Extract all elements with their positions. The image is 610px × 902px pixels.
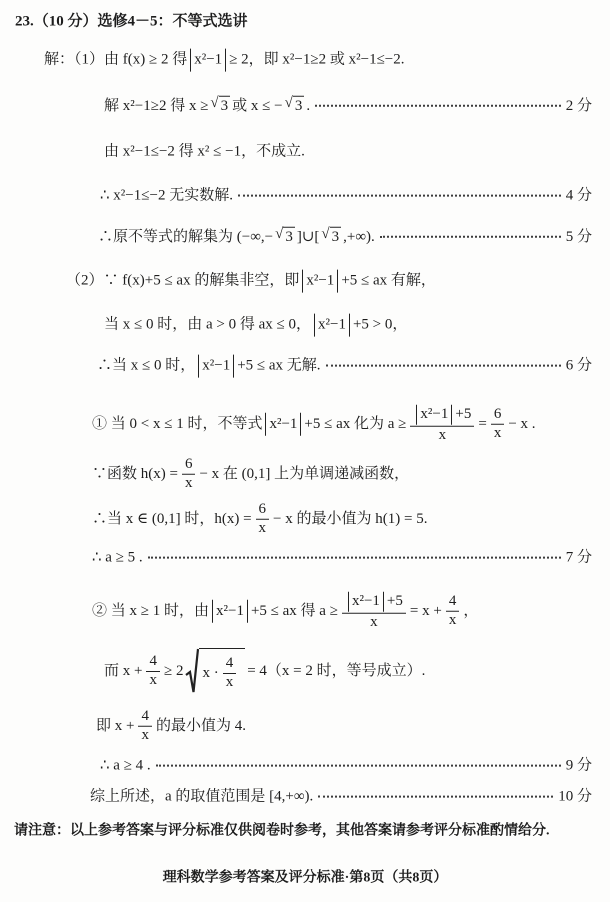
sqrt-expression — [185, 648, 245, 694]
math-text: = — [478, 415, 487, 432]
fraction-numerator: 6 — [493, 405, 502, 422]
fraction — [410, 405, 474, 444]
fraction-numerator: 4 — [141, 707, 149, 724]
solution-line-15 — [96, 709, 246, 744]
fraction-denominator: x — [448, 611, 457, 628]
math-text: ∴ a ≥ 5 . — [92, 549, 143, 566]
solution-line-7 — [104, 314, 407, 337]
math-text: 的最小值为 4. — [155, 717, 246, 734]
solution-line-9 — [92, 405, 536, 444]
sqrt-expression — [210, 96, 230, 117]
radical-sign: √ — [210, 94, 219, 111]
solution-line-3 — [104, 143, 305, 162]
problem-title — [15, 13, 248, 32]
radical-icon — [185, 648, 199, 694]
radicand: 3 — [219, 96, 231, 117]
solution-line-8 — [97, 355, 592, 378]
math-text: +5 ≤ ax 化为 a ≥ — [304, 415, 407, 432]
fraction-numerator: 6 — [258, 500, 267, 517]
dotted-leader — [238, 195, 561, 197]
fraction-denominator: x — [258, 519, 267, 536]
fraction-denominator: x — [225, 673, 234, 690]
sqrt-expression — [321, 227, 341, 248]
dotted-leader — [148, 557, 561, 559]
math-text: − x 的最小值为 h(1) = 5. — [273, 510, 428, 527]
math-text: 综上所述，a 的取值范围是 [4,+∞). — [90, 788, 314, 805]
math-text: ， — [463, 602, 479, 619]
dotted-leader — [326, 365, 561, 367]
radicand: 3 — [293, 96, 305, 117]
solution-line-16 — [100, 757, 592, 776]
math-text: = 4（x = 2 时，等号成立）. — [247, 662, 426, 679]
math-text: ,+∞). — [343, 228, 375, 245]
dotted-leader — [318, 796, 553, 798]
math-text: +5 ≤ ax 有解， — [341, 272, 436, 289]
fraction-denominator: x — [149, 671, 157, 688]
solution-line-1 — [44, 49, 405, 72]
sqrt-expression — [275, 227, 295, 248]
math-text: （2）∵ f(x)+5 ≤ ax 的解集非空，即 — [66, 272, 300, 289]
math-text: 当 x ≤ 0 时，由 a > 0 得 ax ≤ 0， — [104, 316, 311, 333]
math-text: ]∪[ — [296, 228, 320, 245]
dotted-leader — [315, 105, 561, 107]
math-text: 即 x + — [96, 717, 135, 734]
solution-line-4 — [100, 187, 592, 206]
page-footer-text: 理科数学参考答案及评分标准·第8页（共8页） — [162, 870, 448, 886]
math-text: +5 — [386, 592, 403, 609]
problem-title-text: 23.（10 分）选修4－5：不等式选讲 — [15, 13, 248, 30]
dotted-leader — [156, 765, 561, 767]
fraction-denominator: x — [438, 426, 447, 443]
abs-value: x²−1 — [314, 314, 350, 337]
abs-value: x²−1 — [265, 413, 301, 436]
solution-line-10 — [92, 457, 409, 492]
math-text: ∴原不等式的解集为 (−∞,− — [98, 228, 274, 245]
fraction-numerator: 6 — [184, 455, 193, 472]
radical-sign: √ — [284, 94, 293, 111]
score-label: 9 分 — [565, 757, 592, 774]
score-label: 2 分 — [565, 97, 592, 114]
score-label: 7 分 — [565, 549, 592, 566]
math-text: ≥ 2 — [163, 662, 184, 679]
fraction — [491, 407, 505, 442]
math-text: ∴当 x ∈ (0,1] 时，h(x) = — [92, 510, 252, 527]
math-text: − x 在 (0,1] 上为单调递减函数， — [199, 465, 410, 482]
radical-sign: √ — [321, 225, 330, 242]
dotted-leader — [380, 236, 561, 238]
math-text: ≥ 2，即 x²−1≥2 或 x²−1≤−2. — [229, 51, 405, 68]
fraction-numerator: 4 — [149, 652, 157, 669]
solution-line-2 — [104, 96, 592, 117]
fraction — [146, 654, 160, 689]
math-text: ① 当 0 < x ≤ 1 时，不等式 — [92, 415, 263, 432]
math-text: 解 x²−1≥2 得 x ≥ — [104, 97, 209, 114]
fraction-numerator: 4 — [225, 654, 234, 671]
math-text: = x + — [409, 602, 442, 619]
page-footer — [0, 869, 610, 887]
solution-line-17 — [90, 788, 592, 807]
abs-value: x²−1 — [302, 270, 338, 293]
math-text: ② 当 x ≥ 1 时，由 — [92, 602, 209, 619]
fraction — [138, 709, 152, 744]
score-label: 4 分 — [565, 187, 592, 204]
fraction-numerator: 4 — [448, 592, 457, 609]
fraction-numerator — [342, 592, 406, 613]
sqrt-expression — [285, 96, 305, 117]
math-text: +5 ≤ ax 得 a ≥ — [250, 602, 338, 619]
math-text: ∴ x²−1≤−2 无实数解. — [100, 187, 233, 204]
fraction-denominator: x — [370, 613, 378, 630]
math-text: +5 — [455, 405, 472, 422]
fraction-denominator: x — [184, 474, 193, 491]
abs-value: x²−1 — [198, 355, 234, 378]
abs-value: x²−1 — [212, 600, 248, 623]
fraction-denominator: x — [141, 726, 149, 743]
math-text: ∴当 x ≤ 0 时， — [97, 357, 196, 374]
fraction — [223, 656, 237, 691]
solution-line-6 — [66, 270, 436, 293]
grading-note-text: 请注意：以上参考答案与评分标准仅供阅卷时参考，其他答案请参考评分标准酌情给分. — [14, 823, 550, 839]
math-text: +5 > 0， — [352, 316, 408, 333]
score-label: 10 分 — [558, 788, 592, 805]
math-text: 由 x²−1≤−2 得 x² ≤ −1，不成立. — [104, 143, 305, 160]
math-text: +5 ≤ ax 无解. — [237, 357, 321, 374]
math-text: . — [306, 97, 311, 114]
grading-note — [14, 822, 550, 840]
radicand: 3 — [330, 227, 342, 248]
solution-line-13 — [92, 592, 478, 631]
fraction-numerator — [410, 405, 474, 426]
abs-value: x²−1 — [348, 592, 384, 612]
math-text: 或 x ≤ − — [232, 97, 283, 114]
solution-line-12 — [92, 549, 592, 568]
score-label: 5 分 — [565, 228, 592, 245]
fraction — [256, 502, 270, 537]
abs-value: x²−1 — [190, 49, 226, 72]
math-text: − x . — [508, 415, 536, 432]
math-text: x · — [202, 664, 219, 681]
fraction — [342, 592, 406, 631]
math-text: ∴ a ≥ 4 . — [100, 757, 151, 774]
fraction — [446, 594, 460, 629]
abs-value: x²−1 — [416, 405, 452, 425]
radicand — [199, 648, 245, 694]
solution-line-14 — [104, 648, 425, 694]
math-text: ∵函数 h(x) = — [92, 465, 178, 482]
solution-line-5 — [98, 227, 592, 248]
math-text: 解：（1）由 f(x) ≥ 2 得 — [44, 51, 188, 68]
radical-sign: √ — [275, 225, 284, 242]
score-label: 6 分 — [565, 357, 592, 374]
math-text: 而 x + — [104, 662, 143, 679]
fraction-denominator: x — [493, 424, 502, 441]
fraction — [182, 457, 196, 492]
solution-line-11 — [92, 502, 427, 537]
radicand: 3 — [283, 227, 295, 248]
